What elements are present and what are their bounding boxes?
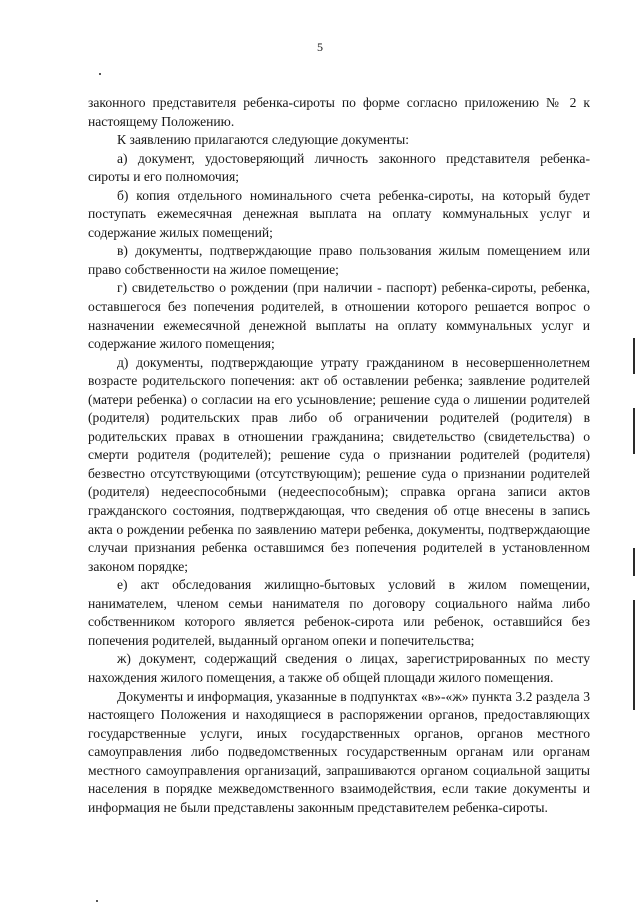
- list-item-v: в) документы, подтверждающие право пользования жилым помещением или право собственности на жилое помещение;: [88, 243, 590, 277]
- paragraph-continuation: законного представителя ребенка-сироты по форме согласно приложению № 2 к настоящему Положению.: [88, 95, 590, 129]
- scan-edge-line: [633, 408, 635, 454]
- scan-edge-line: [633, 600, 635, 710]
- list-item-b: б) копия отдельного номинального счета ребенка-сироты, на который будет поступать ежемесячная денежная выплата на оплату коммунальных услуг и содержание жилых помещений;: [88, 187, 590, 240]
- list-item-a: а) документ, удостоверяющий личность законного представителя ребенка-сироты и его полномочия;: [88, 150, 590, 185]
- document-body: [88, 94, 590, 817]
- page-number: 5: [317, 40, 323, 54]
- scan-edge-line: [633, 548, 635, 576]
- paragraph-interagency: Документы и информация, указанные в подпунктах «в»-«ж» пункта 3.2 раздела 3 настоящего Положения и находящиеся в распоряжении органов, предоставляющих государственные услуги, иных государственных органов, органов местного самоуправления либо подведомственных государственным органам или органам местного самоуправления организаций, запрашиваются органом социальной защиты населения в порядке межведомственного взаимодействия, если такие документы и информация не были представлены законным представителем ребенка-сироты.: [88, 688, 590, 815]
- scan-edge-line: [633, 338, 635, 374]
- scan-speck: [99, 73, 101, 75]
- paragraph-attachments-intro: К заявлению прилагаются следующие документы:: [117, 132, 410, 148]
- scan-speck: [96, 900, 98, 902]
- list-item-zh: ж) документ, содержащий сведения о лицах, зарегистрированных по месту нахождения жилого помещения, а также об общей площади жилого помещения.: [88, 651, 590, 685]
- list-item-d: д) документы, подтверждающие утрату гражданином в несовершеннолетнем возрасте родительского попечения: акт об оставлении ребенка; заявление родителей (матери ребенка) о согласии на его усыновление; решение суда о лишении родителей (родителя) родительских прав либо об ограничении родителей (родителя) в родительских правах в отношении гражданина; свидетельство (свидетельства) о смерти родителя (родителей); решение суда о признании родителей (родителя) безвестно отсутствующими (отсутствующим); решение суда о признании родителей (родителя) недееспособными (недееспособным); справка органа записи актов гражданского состояния, подтверждающая, что сведения об отце внесены в запись акта о рождении ребенка по заявлению матери ребенка, документы, подтверждающие случаи признания ребенка оставшимся без попечения родителей в установленном законом порядке;: [88, 354, 590, 574]
- list-item-e: е) акт обследования жилищно-бытовых условий в жилом помещении, нанимателем, членом семьи нанимателя по договору социального найма либо собственником которого является ребенок-сирота или ребенок, оставшийся без попечения родителей, выданный органом опеки и попечительства;: [88, 577, 590, 648]
- list-item-g: г) свидетельство о рождении (при наличии - паспорт) ребенка-сироты, ребенка, оставшегося без попечения родителей, в отношении которого решается вопрос о назначении ежемесячной денежной выплаты на оплату коммунальных услуг и содержание жилого помещения;: [88, 280, 590, 352]
